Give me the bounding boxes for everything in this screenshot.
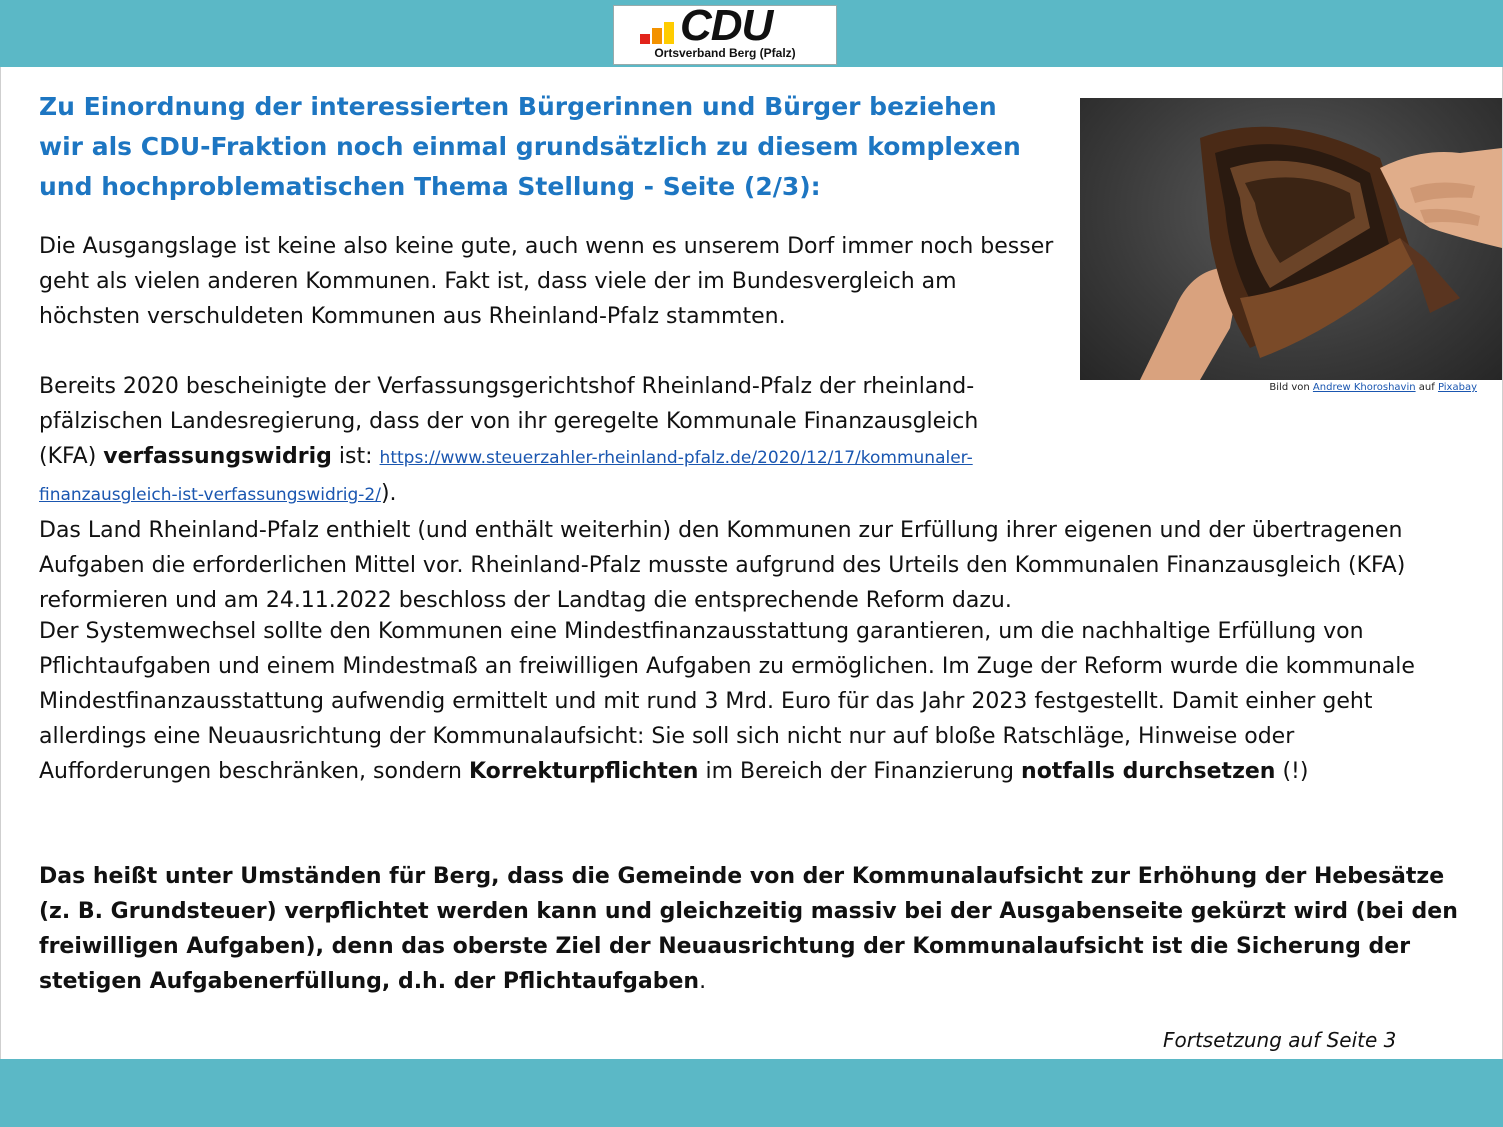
paragraph-court-ruling: [39, 369, 1479, 618]
system-change-bold1: Korrekturpflichten: [469, 759, 699, 784]
footer-bar: [0, 1059, 1503, 1127]
logo-bar-orange: [652, 28, 662, 44]
logo-subtitle: Ortsverband Berg (Pfalz): [654, 46, 796, 60]
court-ruling-after-link: ).: [380, 481, 397, 506]
steuerzahler-link[interactable]: https://www.steuerzahler-rheinland-pfalz.de/2020/12/17/kommunaler-finanzausgleich-ist-verfassungswidrig-2/: [39, 448, 973, 505]
system-change-text1: Der Systemwechsel sollte den Kommunen eine Mindestfinanzausstattung garantieren, um die nachhaltige Erfüllung von Pflichtaufgaben und einem Mindestmaß an freiwilligen Aufgaben zu ermöglichen. Im Zuge der Reform wurde die kommunale Mindestfinanzausstattung aufwendig ermittelt und mit rund 3 Mrd. Euro für das Jahr 2023 festgestellt. Damit einher geht allerdings eine Neuausrichtung der Kommunalaufsicht: Sie soll sich nicht nur auf bloße Ratschläge, Hinweise oder Aufforderungen beschränken, sondern: [39, 619, 1415, 784]
consequence-bold: Das heißt unter Umständen für Berg, dass die Gemeinde von der Kommunalaufsicht zur Erhöhung der Hebesätze (z. B. Grundsteuer) verpflichtet werden kann und gleichzeitig massiv bei der Ausgabenseite gekürzt wird (bei den freiwilligen Aufgaben), denn das oberste Ziel der Neuausrichtung der Kommunalaufsicht ist die Sicherung der stetigen Aufgabenerfüllung, d.h. der Pflichtaufgaben: [39, 864, 1458, 994]
court-ruling-bold: verfassungswidrig: [103, 444, 332, 469]
credit-author-link[interactable]: Andrew Khoroshavin: [1312, 382, 1416, 393]
cdu-logo: [613, 1, 837, 65]
paragraph-situation: Die Ausgangslage ist keine also keine gute, auch wenn es unserem Dorf immer noch besser geht als vielen anderen Kommunen. Fakt ist, dass viele der im Bundesvergleich am höchsten verschuldeten Kommunen aus Rheinland-Pfalz stammten.: [39, 234, 1054, 329]
logo-bar-red: [640, 34, 650, 44]
paragraph-system-change: [39, 614, 1464, 789]
continuation-note: Fortsetzung auf Seite 3: [1163, 1028, 1397, 1052]
credit-source-link[interactable]: Pixabay: [1437, 382, 1477, 393]
wallet-illustration: [1080, 98, 1502, 380]
credit-middle: auf: [1418, 382, 1435, 393]
system-change-text3: (!): [1282, 759, 1309, 784]
paragraph-consequence: [39, 859, 1479, 999]
court-ruling-intro: Bereits 2020 bescheinigte der Verfassungsgerichtshof Rheinland-Pfalz der rheinland-pfälzischen Landesregierung, dass der von ihr geregelte Kommunale Finanzausgleich (KFA): [39, 374, 979, 469]
consequence-end: .: [699, 969, 707, 994]
court-ruling-intro-wrap: [39, 369, 1039, 513]
court-ruling-after-bold: ist:: [338, 444, 373, 469]
logo-bar-yellow: [664, 22, 674, 44]
logo-wordmark: CDU: [680, 1, 773, 50]
system-change-bold2: notfalls durchsetzen: [1021, 759, 1276, 784]
empty-wallet-photo: [1080, 98, 1502, 380]
logo-bars-icon: [638, 20, 676, 44]
credit-prefix: Bild von: [1269, 382, 1310, 393]
page-title: Zu Einordnung der interessierten Bürgerinnen und Bürger beziehen wir als CDU-Fraktion noch einmal grundsätzlich zu diesem komplexen und hochproblematischen Thema Stellung - Seite (2/3):: [39, 92, 1021, 201]
system-change-text2: im Bereich der Finanzierung: [705, 759, 1015, 784]
court-ruling-rest: Das Land Rheinland-Pfalz enthielt (und enthält weiterhin) den Kommunen zur Erfüllung ihrer eigenen und der übertragenen Aufgaben die erforderlichen Mittel vor. Rheinland-Pfalz musste aufgrund des Urteils den Kommunalen Finanzausgleich (KFA) reformieren und am 24.11.2022 beschloss der Landtag die entsprechende Reform dazu.: [39, 518, 1406, 613]
